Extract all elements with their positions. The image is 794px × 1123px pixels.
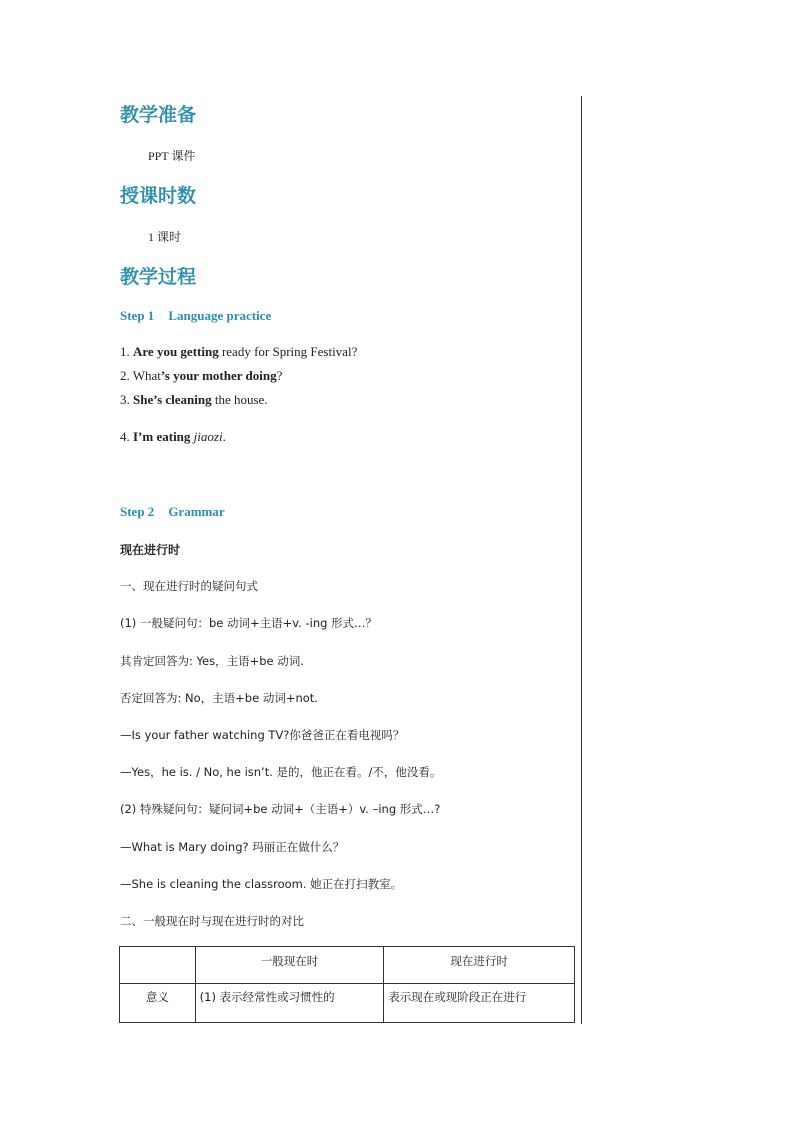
yes-no-question-rule: (1) 一般疑问句：be 动词+主语+v. -ing 形式…？ (120, 616, 378, 630)
example2-question: —What is Mary doing? 玛丽正在做什么？ (120, 840, 345, 854)
line-number: 3. (120, 392, 133, 407)
line-number: 4. (120, 429, 133, 444)
practice-line-1 (120, 344, 357, 360)
step1-label: Step 1 (120, 308, 155, 323)
wh-question-rule: (2) 特殊疑问句：疑问词+be 动词+（主语+）v. –ing 形式…? (120, 802, 441, 816)
bold-phrase: I’m eating (133, 429, 191, 444)
affirmative-answer-rule: 其肯定回答为: Yes，主语+be 动词. (120, 654, 304, 668)
section-title-process: 教学过程 (120, 266, 197, 288)
step2-label: Step 2 (120, 504, 155, 519)
section-title-hours: 授课时数 (120, 185, 197, 207)
table-header-row (120, 947, 575, 984)
line-rest: ready for Spring Festival? (218, 344, 358, 359)
example1-answer: —Yes，he is. / No, he isn’t. 是的，他正在看。/不，他没看。 (120, 765, 442, 779)
hours-content: 1 课时 (148, 230, 182, 244)
grammar-subtitle: 现在进行时 (120, 543, 181, 557)
step2-name: Grammar (168, 504, 225, 519)
example1-question: —Is your father watching TV?你爸爸正在看电视吗？ (120, 728, 405, 742)
bold-phrase: ’s your mother doing (160, 368, 277, 383)
practice-line-3 (120, 392, 268, 408)
step1-name: Language practice (168, 308, 272, 323)
step2-heading (120, 504, 225, 520)
line-number: 2. What (120, 368, 161, 383)
table-header-cell: 现在进行时 (384, 947, 575, 984)
table-cell: (1) 表示经常性或习惯性的 (195, 984, 384, 1023)
negative-answer-rule: 否定回答为: No，主语+be 动词+not. (120, 691, 318, 705)
table-header-cell: 一般现在时 (195, 947, 384, 984)
part1-title: 一、现在进行时的疑问句式 (120, 579, 258, 593)
italic-phrase: jiaozi (190, 429, 223, 444)
bold-phrase: Are you getting (133, 344, 219, 359)
line-rest: . (222, 429, 226, 444)
section-title-prep: 教学准备 (120, 104, 197, 126)
table-header-cell (120, 947, 196, 984)
bold-phrase: She’s cleaning (133, 392, 212, 407)
step1-heading (120, 308, 271, 324)
table-cell: 意义 (120, 984, 196, 1023)
practice-line-2 (120, 368, 282, 384)
tense-comparison-table (119, 946, 575, 1023)
prep-content: PPT 课件 (148, 149, 196, 163)
practice-line-4 (120, 429, 226, 445)
part2-title: 二、一般现在时与现在进行时的对比 (120, 914, 304, 928)
page-right-border (581, 96, 582, 1024)
line-number: 1. (120, 344, 133, 359)
table-cell: 表示现在或现阶段正在进行 (384, 984, 575, 1023)
example2-answer: —She is cleaning the classroom. 她正在打扫教室。 (120, 877, 403, 891)
line-rest: ? (276, 368, 283, 383)
line-rest: the house. (211, 392, 268, 407)
table-row (120, 984, 575, 1023)
